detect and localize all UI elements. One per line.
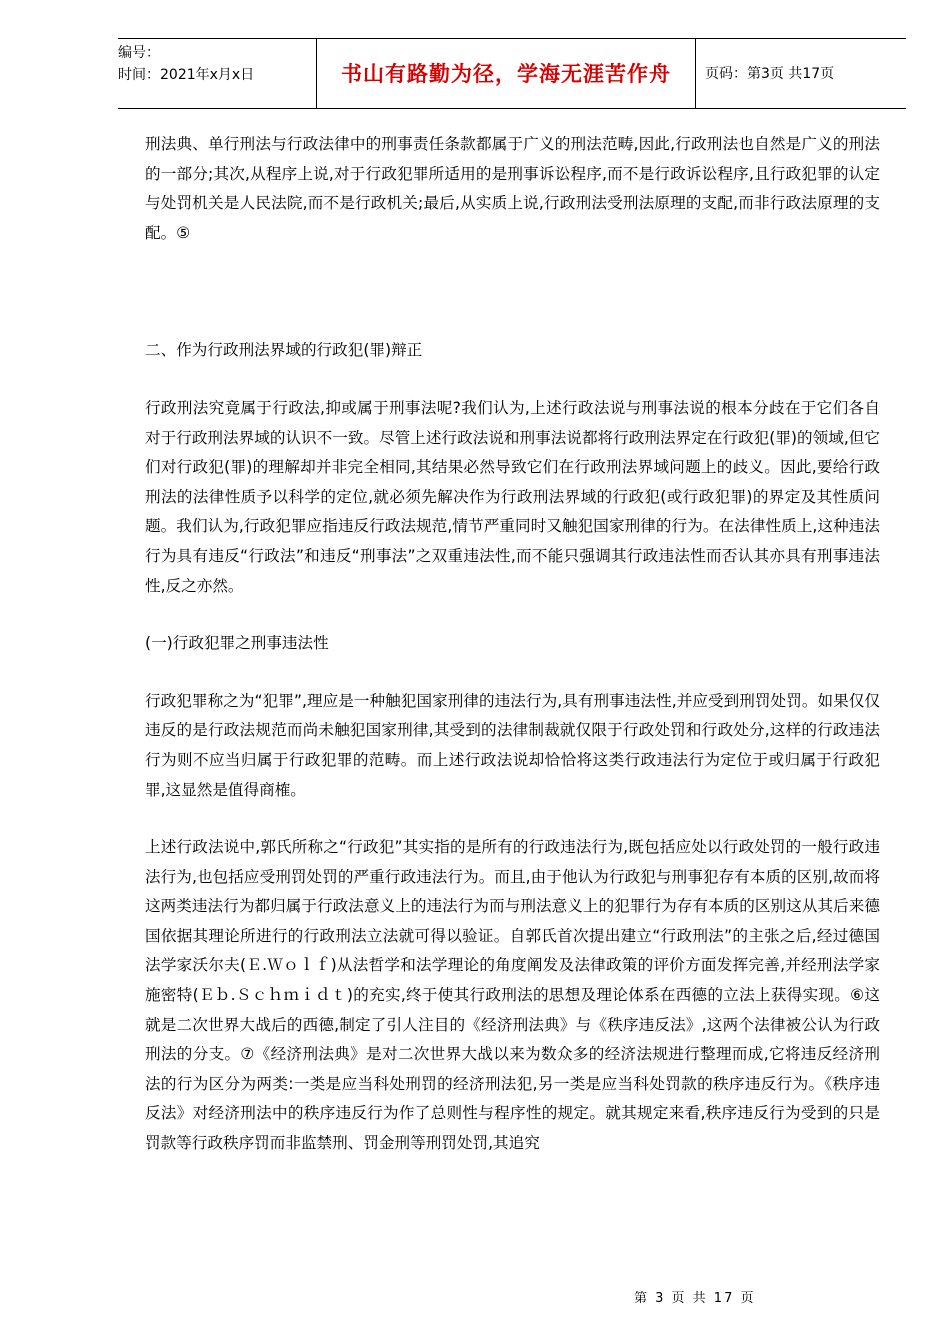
header-page-number: 页码：第3页 共17页 (705, 66, 835, 82)
document-body (145, 130, 880, 1159)
paragraph-continuation: 刑法典、单行刑法与行政法律中的刑事责任条款都属于广义的刑法范畴,因此,行政刑法也自然是广义的刑法的一部分;其次,从程序上说,对于行政犯罪所适用的是刑事诉讼程序,而不是行政诉讼程序,且行政犯罪的认定与处罚机关是人民法院,而不是行政机关;最后,从实质上说,行政刑法受刑法原理的支配,而非行政法原理的支配。⑤ (145, 135, 880, 242)
header-meta (118, 38, 316, 112)
header-motto: 书山有路勤为径，学海无涯苦作舟 (316, 38, 696, 108)
section-heading: 二、作为行政刑法界域的行政犯(罪)辩正 (145, 341, 423, 360)
page-footer: 第 3 页 共 17 页 (634, 1291, 756, 1306)
document-time-label: 时间：2021年x月x日 (118, 67, 255, 83)
header-bottom-rule (118, 108, 906, 109)
paragraph: 行政刑法究竟属于行政法,抑或属于刑事法呢?我们认为,上述行政法说与刑事法说的根本分歧在于它们各自对于行政刑法界域的认识不一致。尽管上述行政法说和刑事法说都将行政刑法界定在行政犯(罪)的领域,但它们对行政犯(罪)的理解却并非完全相同,其结果必然导致它们在行政刑法界域问题上的歧义。因此,要给行政刑法的法律性质予以科学的定位,就必须先解决作为行政刑法界域的行政犯(或行政犯罪)的界定及其性质问题。我们认为,行政犯罪应指违反行政法规范,情节严重同时又触犯国家刑律的行为。在法律性质上,这种违法行为具有违反“行政法”和违反“刑事法”之双重违法性,而不能只强调其行政违法性而否认其亦具有刑事违法性,反之亦然。 (145, 398, 880, 595)
paragraph: 行政犯罪称之为“犯罪”,理应是一种触犯国家刑律的违法行为,具有刑事违法性,并应受到刑罚处罚。如果仅仅违反的是行政法规范而尚未触犯国家刑律,其受到的法律制裁就仅限于行政处罚和行政处分,这样的行政违法行为则不应当归属于行政犯罪的范畴。而上述行政法说却恰恰将这类行政违法行为定位于或归属于行政犯罪,这显然是值得商榷。 (145, 691, 880, 799)
paragraph: 上述行政法说中,郭氏所称之“行政犯”其实指的是所有的行政违法行为,既包括应处以行政处罚的一般行政违法行为,也包括应受刑罚处罚的严重行政违法行为。而且,由于他认为行政犯与刑事犯存有本质的区别,故而将这两类违法行为都归属于行政法意义上的违法行为而与刑法意义上的犯罪行为存有本质的区别这从其后来德国依据其理论所进行的行政刑法立法就可得以验证。自郭氏首次提出建立“行政刑法”的主张之后,经过德国法学家沃尔夫(Ｅ.Ｗｏｌｆ)从法哲学和法学理论的角度阐发及法律政策的评价方面发挥完善,并经刑法学家施密特(Ｅｂ.Ｓｃｈｍｉｄｔ)的充实,终于使其行政刑法的思想及理论体系在西德的立法上获得实现。⑥这就是二次世界大战后的西德,制定了引人注目的《经济刑法典》与《秩序违反法》,这两个法律被公认为行政刑法的分支。⑦《经济刑法典》是对二次世界大战以来为数众多的经济法规进行整理而成,它将违反经济刑法的行为区分为两类:一类是应当科处刑罚的经济刑法犯,另一类是应当科处罚款的秩序违反行为。《秩序违反法》对经济刑法中的秩序违反行为作了总则性与程序性的规定。就其规定来看,秩序违反行为受到的只是罚款等行政秩序罚而非监禁刑、罚金刑等刑罚处罚,其追究 (145, 838, 880, 1153)
document-number-label: 编号： (118, 45, 160, 61)
page-header (118, 38, 906, 110)
subsection-heading: (一)行政犯罪之刑事违法性 (145, 634, 329, 653)
